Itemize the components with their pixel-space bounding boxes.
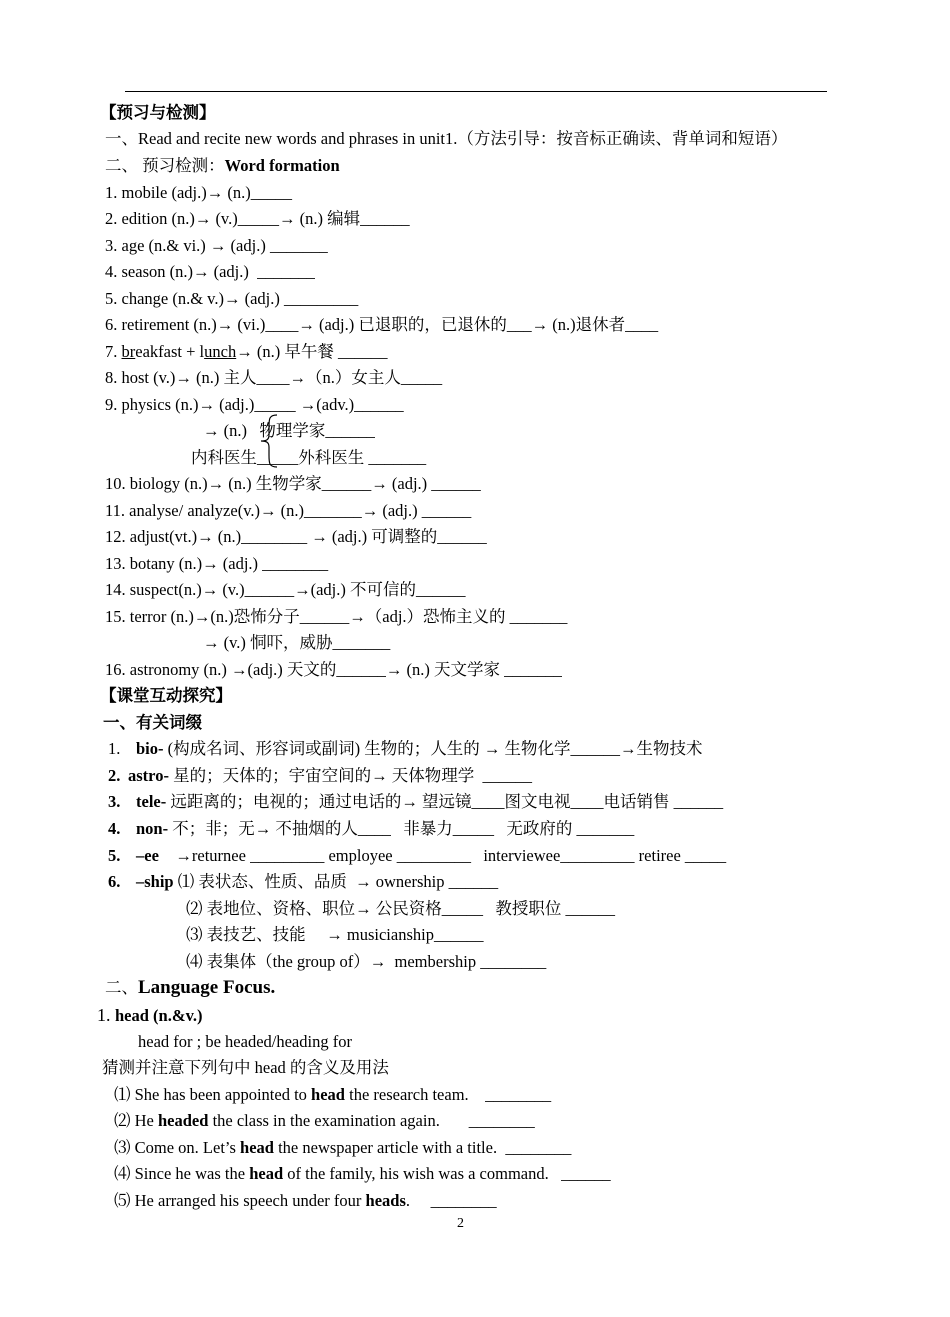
head-entry: 1. head (n.&v.) <box>97 1005 203 1025</box>
page-number: 2 <box>457 1216 464 1231</box>
wf-item-3: 3. age (n.& vi.) → (adj.) _______ <box>105 236 328 255</box>
wf-item-1: 1. mobile (adj.)→ (n.)_____ <box>105 183 292 202</box>
affix-heading: 一、有关词缀 <box>103 713 202 732</box>
section-title-class: 【课堂互动探究】 <box>100 686 232 705</box>
head-sentence-3: ⑶ Come on. Let’s head the newspaper article with a title. ________ <box>114 1138 572 1157</box>
affix-item-4: 4. non- 不；非；无→ 不抽烟的人____ 非暴力_____ 无政府的 _______ <box>108 819 635 838</box>
wf-item-14: 14. suspect(n.)→ (v.)______→(adj.) 不可信的______ <box>105 580 466 599</box>
header-rule <box>125 91 827 92</box>
wf-item-4: 4. season (n.)→ (adj.) _______ <box>105 262 315 281</box>
wf-item-5: 5. change (n.& v.)→ (adj.) _________ <box>105 289 359 308</box>
wf-item-9b: → (n.) 物理学家______ <box>203 421 375 440</box>
wf-item-9c: 内科医生_____外科医生 _______ <box>191 448 427 467</box>
affix-item-6-3: ⑶ 表技艺、技能 → musicianship______ <box>186 925 484 944</box>
head-guess-instruction: 猜测并注意下列句中 head 的含义及用法 <box>102 1058 389 1077</box>
curly-brace-icon <box>258 413 280 469</box>
instruction-line-1: 一、Read and recite new words and phrases in unit1.（方法引导：按音标正确读、背单词和短语） <box>105 129 788 148</box>
wf-item-13: 13. botany (n.)→ (adj.) ________ <box>105 554 329 573</box>
wf-item-2: 2. edition (n.)→ (v.)_____→ (n.) 编辑______ <box>105 209 410 228</box>
affix-item-1: 1. bio- (构成名词、形容词或副词) 生物的；人生的 → 生物化学______→生物技术 <box>108 739 703 758</box>
wf-item-15: 15. terror (n.)→(n.)恐怖分子______→（adj.）恐怖主义的 _______ <box>105 607 568 626</box>
affix-item-6-2: ⑵ 表地位、资格、职位→ 公民资格_____ 教授职位 ______ <box>186 899 615 918</box>
language-focus-heading: 二、Language Focus. <box>105 977 276 998</box>
wf-item-11: 11. analyse/ analyze(v.)→ (n.)_______→ (adj.) ______ <box>105 501 472 520</box>
wf-item-6: 6. retirement (n.)→ (vi.)____→ (adj.) 已退职的，已退休的___→ (n.)退休者____ <box>105 315 659 334</box>
affix-item-6: 6. –ship ⑴ 表状态、性质、品质 → ownership ______ <box>108 872 499 891</box>
wf-item-16: 16. astronomy (n.) →(adj.) 天文的______→ (n.) 天文学家 _______ <box>105 660 562 679</box>
wf-item-10: 10. biology (n.)→ (n.) 生物学家______→ (adj.) ______ <box>105 474 481 493</box>
head-phrase: head for ; be headed/heading for <box>138 1032 352 1051</box>
wf-item-9: 9. physics (n.)→ (adj.)_____ →(adv.)______ <box>105 395 404 414</box>
wf-item-15b: → (v.) 恫吓，威胁_______ <box>203 633 391 652</box>
affix-item-5: 5. –ee →returnee _________ employee _________ interviewee_________ retiree _____ <box>108 846 727 865</box>
wf-item-7: 7. breakfast + lunch→ (n.) 早午餐 ______ <box>105 342 388 361</box>
wf-item-8: 8. host (v.)→ (n.) 主人____→（n.）女主人_____ <box>105 368 443 387</box>
affix-item-6-4: ⑷ 表集体（the group of）→ membership ________ <box>186 952 547 971</box>
instruction-line-2: 二、 预习检测：Word formation <box>105 156 340 175</box>
head-sentence-4: ⑷ Since he was the head of the family, his wish was a command. ______ <box>114 1164 611 1183</box>
head-sentence-2: ⑵ He headed the class in the examination again. ________ <box>114 1111 535 1130</box>
wf-item-12: 12. adjust(vt.)→ (n.)________ → (adj.) 可调整的______ <box>105 527 487 546</box>
section-title-preview: 【预习与检测】 <box>100 103 216 122</box>
head-sentence-1: ⑴ She has been appointed to head the research team. ________ <box>114 1085 552 1104</box>
affix-item-3: 3. tele- 远距离的；电视的；通过电话的→ 望远镜____图文电视____电话销售 ______ <box>108 792 724 811</box>
head-sentence-5: ⑸ He arranged his speech under four heads. ________ <box>114 1191 497 1210</box>
affix-item-2: 2. astro- 星的；天体的；宇宙空间的→ 天体物理学 ______ <box>108 766 532 785</box>
